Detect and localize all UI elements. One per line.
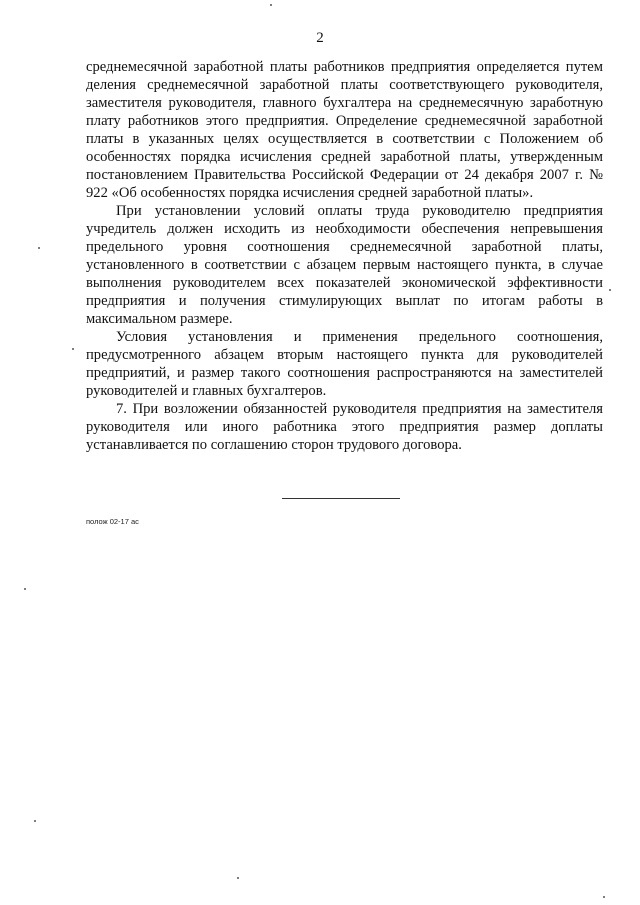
scan-speck: [603, 896, 605, 898]
paragraph-2: При установлении условий оплаты труда руководителю предприятия учредитель должен исходить из необходимости обеспечения непревышения предельного уровня соотношения среднемесячной заработной платы, установленного в соответствии с абзацем первым настоящего пункта, в случае выполнения руководителем всех показателей экономической эффективности предприятия и получения стимулирующих выплат по итогам работы в максимальном размере.: [86, 203, 603, 327]
scan-speck: [270, 4, 272, 6]
scan-speck: [24, 588, 26, 590]
scan-speck: [34, 820, 36, 822]
scan-speck: [237, 877, 239, 879]
document-body: [86, 58, 603, 454]
end-divider-line: [282, 498, 400, 499]
paragraph-1: среднемесячной заработной платы работников предприятия определяется путем деления среднемесячной заработной платы соответствующего руководителя, заместителя руководителя, главного бухгалтера на среднемесячную заработную плату работников этого предприятия. Определение среднемесячной заработной платы в указанных целях осуществляется в соответствии с Положением об особенностях порядка исчисления средней заработной платы, утвержденным постановлением Правительства Российской Федерации от 24 декабря 2007 г. № 922 «Об особенностях порядка исчисления средней заработной платы».: [86, 59, 603, 201]
page-number: 2: [316, 30, 324, 46]
scan-speck: [72, 348, 74, 350]
scan-speck: [609, 289, 611, 291]
paragraph-4: 7. При возложении обязанностей руководителя предприятия на заместителя руководителя или иного работника этого предприятия размер доплаты устанавливается по соглашению сторон трудового договора.: [86, 401, 603, 453]
paragraph-3: Условия установления и применения предельного соотношения, предусмотренного абзацем вторым настоящего пункта для руководителей предприятий, и размер такого соотношения распространяются на заместителей руководителей и главных бухгалтеров.: [86, 329, 603, 399]
scan-speck: [38, 247, 40, 249]
file-reference-note: полож 02-17 ас: [86, 517, 139, 526]
